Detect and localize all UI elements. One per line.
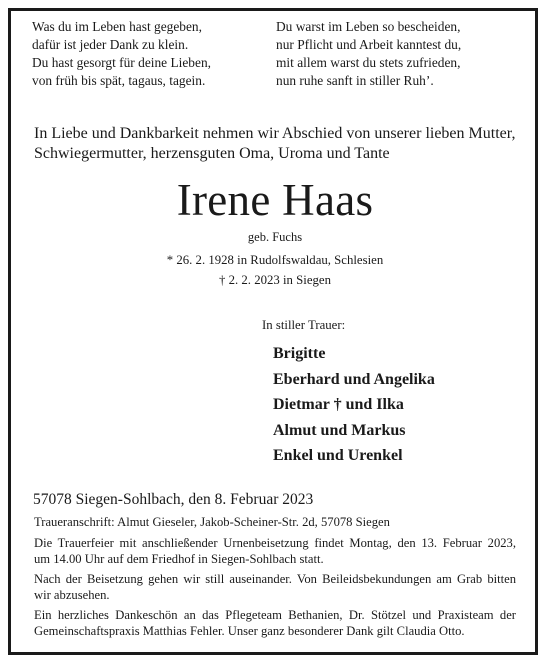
paragraph-line: Gemeinschaftspraxis Matthias Fehler. Unser ganz besonderer Dank gilt Claudia Otto. [34, 624, 465, 638]
intro-line: Schwiegermutter, herzensguten Oma, Uroma und Tante [34, 145, 390, 162]
funeral-info [34, 535, 516, 567]
poem-line: Du hast gesorgt für deine Lieben, [32, 55, 211, 70]
paragraph-line: wir abzusehen. [34, 588, 110, 602]
intro-line: In Liebe und Dankbarkeit nehmen wir Abschied von unserer lieben Mutter, [34, 125, 516, 142]
mourning-heading: In stiller Trauer: [262, 318, 346, 332]
poem-line: Du warst im Leben so bescheiden, [276, 19, 461, 34]
poem-line: nur Pflicht und Arbeit kanntest du, [276, 37, 462, 52]
mourner-name: Dietmar † und Ilka [273, 396, 404, 413]
mourners-list [273, 341, 435, 469]
place-date: 57078 Siegen-Sohlbach, den 8. Februar 2023 [33, 491, 314, 508]
mourner-name: Brigitte [273, 345, 326, 362]
poem-line: Was du im Leben hast gegeben, [32, 19, 202, 34]
death-date: † 2. 2. 2023 in Siegen [219, 273, 331, 287]
poem-line: dafür ist jeder Dank zu klein. [32, 37, 189, 52]
birth-date: * 26. 2. 1928 in Rudolfswaldau, Schlesien [166, 253, 384, 267]
condolence-note [34, 571, 516, 603]
birth-name: geb. Fuchs [247, 230, 303, 244]
deceased-name: Irene Haas [176, 175, 374, 225]
mourning-address: Traueranschrift: Almut Gieseler, Jakob-Scheiner-Str. 2d, 57078 Siegen [34, 515, 390, 529]
mourner-name: Almut und Markus [273, 421, 406, 439]
poem-left [32, 18, 211, 90]
poem-right [276, 18, 461, 90]
poem-line: nun ruhe sanft in stiller Ruh’. [276, 73, 434, 88]
paragraph-line: Die Trauerfeier mit anschließender Urnenbeisetzung findet Montag, den 13. Februar 2023, [34, 536, 516, 550]
thanks-note [34, 607, 516, 639]
paragraph-line: Nach der Beisetzung gehen wir still auseinander. Von Beileidsbekundungen am Grab bitten [34, 572, 516, 586]
poem-line: mit allem warst du stets zufrieden, [276, 55, 461, 70]
mourner-name: Eberhard und Angelika [273, 370, 435, 388]
paragraph-line: Ein herzliches Dankeschön an das Pflegeteam Bethanien, Dr. Stötzel und Praxisteam der [34, 608, 516, 622]
poem-line: von früh bis spät, tagaus, tagein. [32, 73, 206, 88]
life-dates [0, 250, 550, 290]
mourner-name: Enkel und Urenkel [273, 447, 403, 464]
paragraph-line: um 14.00 Uhr auf dem Friedhof in Siegen-Sohlbach statt. [34, 552, 324, 566]
intro-text [34, 124, 524, 164]
